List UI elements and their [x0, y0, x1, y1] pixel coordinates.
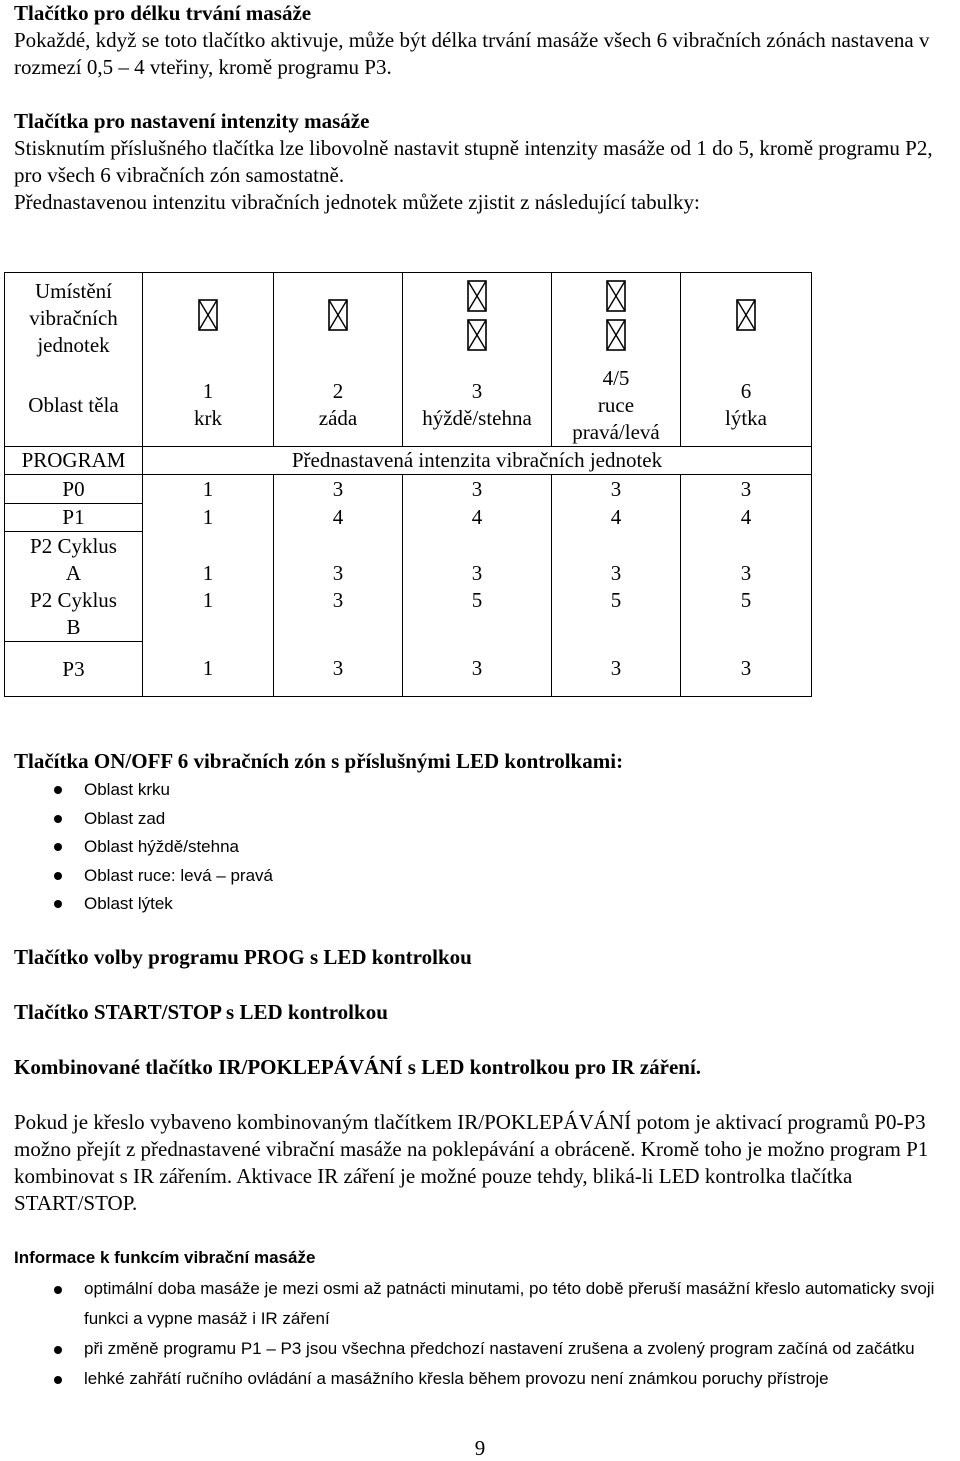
- table-cell: 4: [681, 504, 812, 532]
- zone-icons-1: [143, 273, 274, 365]
- program-name: P2 Cyklus: [30, 533, 117, 558]
- zone-icons-45: [552, 273, 681, 365]
- table-cell: 4: [274, 504, 403, 532]
- zone-3: [403, 365, 552, 447]
- list-item: Oblast krku: [14, 776, 954, 805]
- preset-label: Přednastavená intenzita vibračních jednotek: [143, 447, 812, 475]
- table-value: 3: [610, 560, 622, 585]
- zone-number: 4/5: [602, 365, 630, 390]
- table-value: 5: [740, 587, 752, 612]
- vibration-unit-icon: [467, 280, 487, 312]
- table-cell: 4: [403, 504, 552, 532]
- vibration-unit-icon: [198, 299, 218, 331]
- zone-1: [143, 365, 274, 447]
- zone-name: záda: [318, 406, 358, 431]
- duration-heading: Tlačítko pro délku trvání masáže: [14, 1, 312, 25]
- intensity-heading: Tlačítka pro nastavení intenzity masáže: [14, 109, 370, 133]
- list-item: Oblast ruce: levá – pravá: [14, 862, 954, 891]
- vibration-unit-icon: [606, 280, 626, 312]
- table-cell: 3: [274, 642, 403, 697]
- table-value: 1: [202, 560, 214, 585]
- zone-2: [274, 365, 403, 447]
- table-row-area: [5, 365, 812, 447]
- table-cell: 1: [143, 475, 274, 504]
- zone-number: 6: [740, 379, 752, 404]
- section-startstop: [14, 999, 954, 1026]
- table-cell: [403, 532, 552, 642]
- startstop-heading: Tlačítko START/STOP s LED kontrolkou: [14, 1000, 388, 1024]
- intensity-text-2: Přednastavenou intenzitu vibračních jednotek můžete zjistit z následující tabulky:: [14, 190, 700, 214]
- table-cell: 3: [681, 475, 812, 504]
- page-number: 9: [474, 1436, 486, 1460]
- table-value: 3: [332, 587, 344, 612]
- table-row-p0: [5, 475, 812, 504]
- duration-text: Pokaždé, když se toto tlačítko aktivuje, může být délka trvání masáže všech 6 vibračních zónách nastavena v rozmezí 0,5 – 4 vteřiny, kromě programu P3.: [14, 28, 930, 79]
- info-heading: Informace k funkcím vibrační masáže: [14, 1248, 316, 1267]
- section-duration: [14, 0, 954, 81]
- prog-heading: Tlačítko volby programu PROG s LED kontrolkou: [14, 945, 472, 969]
- table-cell: 3: [552, 475, 681, 504]
- list-item: Oblast lýtek: [14, 890, 954, 919]
- location-label: [5, 273, 143, 365]
- zone-6: [681, 365, 812, 447]
- zone-number: 2: [332, 379, 344, 404]
- zone-name: hýždě/stehna: [422, 406, 532, 431]
- table-value: 3: [471, 560, 483, 585]
- program-name: B: [66, 614, 81, 639]
- list-item: Oblast zad: [14, 805, 954, 834]
- table-value: 1: [202, 587, 214, 612]
- table-value: 5: [610, 587, 622, 612]
- zone-number: 3: [471, 379, 483, 404]
- program-label: PROGRAM: [5, 447, 143, 475]
- list-item: optimální doba masáže je mezi osmi až patnácti minutami, po této době přeruší masážní křeslo automaticky svoji funkci a vypne masáž i IR záření: [14, 1274, 954, 1334]
- table-cell: [552, 532, 681, 642]
- table-cell: 3: [552, 642, 681, 697]
- table-cell: [274, 532, 403, 642]
- program-name: P3: [5, 642, 143, 697]
- program-name: P1: [5, 504, 143, 532]
- vibration-unit-icon: [606, 319, 626, 351]
- table-cell: 3: [274, 475, 403, 504]
- program-name: P0: [5, 475, 143, 504]
- table-value: 3: [332, 560, 344, 585]
- area-label: Oblast těla: [5, 365, 143, 447]
- table-row-icons: [5, 273, 812, 365]
- zone-buttons-heading: Tlačítka ON/OFF 6 vibračních zón s příslušnými LED kontrolkami:: [14, 749, 624, 773]
- zone-name: lýtka: [725, 406, 767, 431]
- table-cell: 4: [552, 504, 681, 532]
- table-cell: 3: [403, 475, 552, 504]
- table-cell: 3: [403, 642, 552, 697]
- section-info: [14, 1244, 954, 1271]
- table-cell: 1: [143, 642, 274, 697]
- info-list: [14, 1274, 954, 1394]
- ir-text: Pokud je křeslo vybaveno kombinovaným tlačítkem IR/POKLEPÁVÁNÍ potom je aktivací programů P0-P3 možno přejít z přednastavené vibrační masáže na poklepávání a obráceně. Kromě toho je možno program P1 kombinovat s IR zářením. Aktivace IR záření je možné pouze tehdy, bliká-li LED kontrolka tlačítka START/STOP.: [14, 1110, 929, 1215]
- program-name: P2 Cyklus: [30, 587, 117, 612]
- table-row-p1: [5, 504, 812, 532]
- vibration-unit-icon: [736, 299, 756, 331]
- table-row-p2: [5, 532, 812, 642]
- table-row-p3: [5, 642, 812, 697]
- section-intensity: [14, 108, 954, 216]
- zone-icons-6: [681, 273, 812, 365]
- list-item: při změně programu P1 – P3 jsou všechna předchozí nastavení zrušena a zvolený program začíná od začátku: [14, 1334, 954, 1364]
- location-label-line: Umístění: [35, 279, 112, 304]
- ir-heading: Kombinované tlačítko IR/POKLEPÁVÁNÍ s LED kontrolkou pro IR záření.: [14, 1055, 702, 1079]
- zone-icons-3: [403, 273, 552, 365]
- table-cell: [143, 532, 274, 642]
- location-label-line: vibračních: [29, 306, 118, 331]
- intensity-text: Stisknutím příslušného tlačítka lze libovolně nastavit stupně intenzity masáže od 1 do 5, kromě programu P2, pro všech 6 vibračních zón samostatně.: [14, 136, 933, 187]
- program-name: A: [65, 560, 82, 585]
- section-ir-text: [14, 1109, 954, 1217]
- table-cell: [681, 532, 812, 642]
- section-ir: [14, 1054, 954, 1081]
- zone-45: [552, 365, 681, 447]
- vibration-unit-icon: [328, 299, 348, 331]
- list-item: lehké zahřátí ručního ovládání a masážního křesla během provozu není známkou poruchy přístroje: [14, 1364, 954, 1394]
- location-label-line: jednotek: [37, 333, 110, 358]
- zone-icons-2: [274, 273, 403, 365]
- zone-list: [14, 776, 954, 919]
- section-prog: [14, 944, 954, 971]
- zone-name: krk: [194, 406, 222, 431]
- section-zone-buttons: [14, 748, 954, 775]
- program-name-p2: [5, 532, 143, 642]
- table-value: 3: [740, 560, 752, 585]
- table-cell: 1: [143, 504, 274, 532]
- zone-extra: pravá/levá: [572, 419, 660, 444]
- table-cell: 3: [681, 642, 812, 697]
- zone-number: 1: [202, 379, 214, 404]
- list-item: Oblast hýždě/stehna: [14, 833, 954, 862]
- zone-name: ruce: [597, 392, 635, 417]
- intensity-table: [4, 272, 812, 697]
- table-row-program-header: [5, 447, 812, 475]
- table-value: 5: [471, 587, 483, 612]
- vibration-unit-icon: [467, 319, 487, 351]
